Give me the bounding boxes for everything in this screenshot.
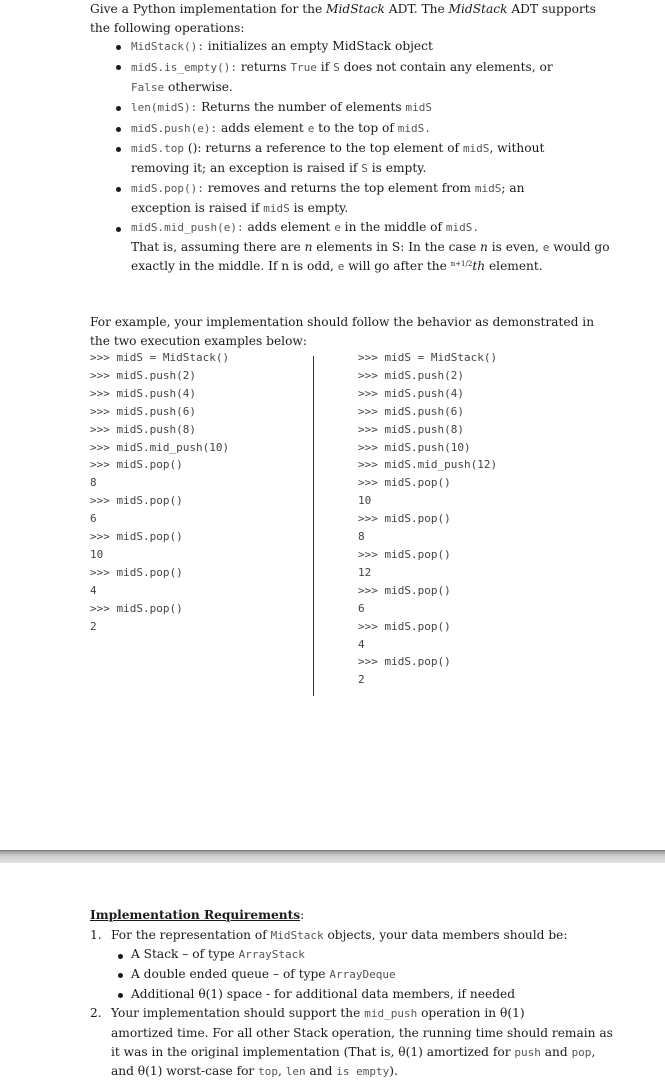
intro-line-2: the following operations:: [90, 21, 245, 35]
code-line: >>> midS = MidStack(): [358, 351, 498, 364]
req-2-line-3: it was in the original implementation (That is, θ(1) amortized for push and pop,: [111, 1045, 596, 1059]
code-line: 6: [90, 512, 97, 526]
code-line: >>> midS.pop(): [358, 655, 451, 669]
code-line: >>> midS.push(6): [90, 404, 196, 418]
code-line: >>> midS.mid_push(10): [90, 440, 230, 454]
bullet-icon: [116, 227, 121, 232]
req-sub-stack: A Stack – of type ArrayStack: [131, 947, 305, 961]
req-sub-deque: A double ended queue – of type ArrayDeque: [131, 967, 396, 981]
req-2-line-1: Your implementation should support the mid_push operation in θ(1): [111, 1006, 525, 1020]
code-line: >>> midS = MidStack(): [90, 351, 230, 364]
code-line: >>> midS.push(6): [358, 404, 464, 418]
code-line: >>> midS.pop(): [90, 530, 183, 544]
op-pop-cont: exception is raised if midS is empty.: [131, 201, 349, 215]
code-line: 12: [358, 565, 372, 579]
req-2-line-4: and θ(1) worst-case for top, len and is empty).: [111, 1064, 398, 1078]
right-code-example: [358, 349, 497, 689]
code-line: 6: [358, 601, 365, 615]
code-line: 2: [358, 673, 365, 687]
requirements-heading: Implementation Requirements:: [90, 908, 305, 922]
code-line: >>> midS.push(10): [358, 440, 471, 454]
bullet-icon: [118, 993, 123, 998]
fraction: n+1/2: [450, 260, 473, 268]
req-1: For the representation of MidStack objects, your data members should be:: [111, 928, 568, 942]
bullet-icon: [116, 187, 121, 192]
code-line: >>> midS.push(4): [90, 386, 196, 400]
req-2-num: 2.: [90, 1006, 102, 1020]
page-divider: [0, 850, 665, 863]
op-mid-push: midS.mid_push(e): adds element e in the middle of midS.: [131, 220, 480, 234]
code-line: 4: [90, 583, 97, 597]
code-line: >>> midS.pop(): [358, 547, 451, 561]
op-len: len(midS): Returns the number of elements midS: [131, 100, 433, 114]
op-mid-push-cont-2: exactly in the middle. If n is odd, e will go after the $^{n+1/2}$th element.: [131, 259, 543, 273]
code-line: >>> midS.pop(): [90, 458, 183, 472]
op-mid-push-cont-1: That is, assuming there are n elements in S: In the case n is even, e would go: [131, 240, 610, 254]
req-2-line-2: amortized time. For all other Stack operation, the running time should remain as: [111, 1026, 613, 1040]
code-line: >>> midS.push(4): [358, 386, 464, 400]
code-line: >>> midS.pop(): [358, 619, 451, 633]
code-line: 8: [358, 530, 365, 544]
op-pop: midS.pop(): removes and returns the top element from midS; an: [131, 181, 525, 195]
op-midstack: MidStack(): initializes an empty MidStack object: [131, 39, 433, 53]
intro-line-1: Give a Python implementation for the MidStack ADT. The MidStack ADT supports: [90, 2, 596, 16]
code-line: 4: [358, 637, 365, 651]
code-line: >>> midS.pop(): [358, 476, 451, 490]
op-push: midS.push(e): adds element e to the top of midS.: [131, 121, 431, 135]
op-top-cont: removing it; an exception is raised if S is empty.: [131, 161, 427, 175]
bullet-icon: [118, 973, 123, 978]
bullet-icon: [118, 954, 123, 959]
code-line: 10: [90, 547, 104, 561]
bullet-icon: [116, 147, 121, 152]
left-code-example: [90, 349, 229, 636]
code-line: >>> midS.push(2): [90, 368, 196, 382]
op-is-empty: midS.is_empty(): returns True if S does not contain any elements, or: [131, 60, 553, 74]
code-line: 2: [90, 619, 97, 633]
code-line: >>> midS.pop(): [90, 601, 183, 615]
column-divider: [313, 356, 314, 696]
code-line: 10: [358, 494, 372, 508]
code-line: >>> midS.pop(): [358, 512, 451, 526]
bullet-icon: [116, 127, 121, 132]
code-line: >>> midS.push(8): [358, 422, 464, 436]
bullet-icon: [116, 106, 121, 111]
example-line-1: For example, your implementation should follow the behavior as demonstrated in: [90, 315, 595, 329]
op-top: midS.top (): returns a reference to the top element of midS, without: [131, 141, 545, 155]
code-line: >>> midS.push(2): [358, 368, 464, 382]
example-line-2: the two execution examples below:: [90, 334, 307, 348]
code-line: >>> midS.pop(): [90, 565, 183, 579]
code-line: >>> midS.mid_push(12): [358, 458, 498, 472]
code-line: >>> midS.pop(): [90, 494, 183, 508]
code-line: >>> midS.push(8): [90, 422, 196, 436]
code-line: 8: [90, 476, 97, 490]
op-is-empty-cont: False otherwise.: [131, 80, 233, 94]
req-1-num: 1.: [90, 928, 102, 942]
code-line: >>> midS.pop(): [358, 583, 451, 597]
bullet-icon: [116, 45, 121, 50]
req-sub-space: Additional θ(1) space - for additional data members, if needed: [131, 987, 516, 1001]
bullet-icon: [116, 65, 121, 70]
